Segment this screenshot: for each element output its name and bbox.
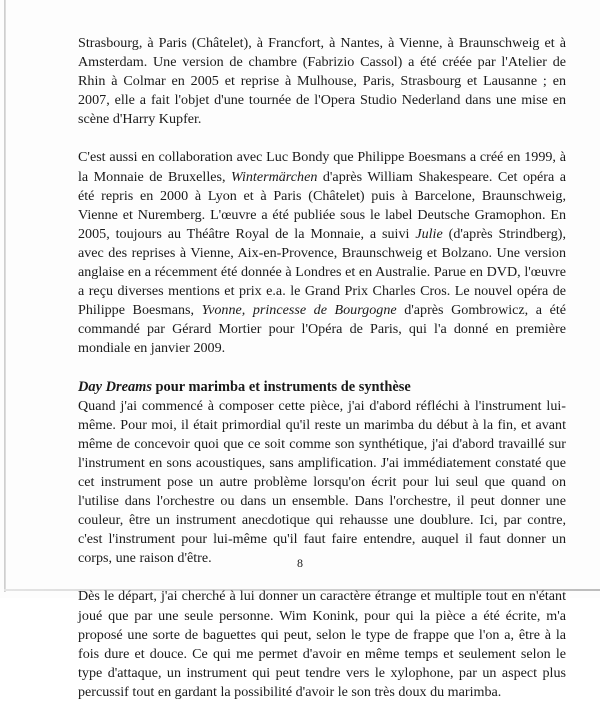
page-left-edge [4, 0, 6, 592]
text-run: d'après William Shakespeare. Cet opéra a été repris en 2000 à Lyon et à Paris (Châtelet) puis à Barcelone, Braunschweig, Vienne et Nuremberg. L'œuvre a été publiée sous le label Deutsche Gramophon. En 2005, toujours au Théâtre Royal de la Monnaie, a suivi [78, 169, 566, 242]
heading-subtitle: pour marimba et instruments de synthèse [152, 379, 411, 395]
section-heading [78, 378, 566, 397]
text-run: (d'après Strindberg), avec des reprises à Vienne, Aix-en-Provence, Braunschweig et Bolzano. Une version anglaise en a récemment été donnée à Londres et en Australie. Parue en DVD, l'œuvre a reçu diverses mentions et prix e.a. le Grand Prix Charles Cros. Le nouvel opéra de Philippe Boesmans, [78, 226, 566, 318]
section-day-dreams [78, 378, 566, 702]
work-title-wintermarchen: Wintermärchen [231, 169, 317, 185]
work-title-yvonne: Yvonne, princesse de Bourgogne [202, 302, 397, 318]
page-number: 8 [0, 556, 600, 571]
text-run: C'est aussi en collaboration avec Luc Bondy que Philippe Boesmans a créé en 1999, à la Monnaie de Bruxelles, [78, 149, 566, 184]
text-run: d'après Gombrowicz, a été commandé par Gérard Mortier pour l'Opéra de Paris, qui l'a donné en première mondiale en janvier 2009. [78, 302, 566, 356]
paragraph-character: Dès le départ, j'ai cherché à lui donner un caractère étrange et multiple tout en n'étant joué que par une seule personne. Wim Konink, pour qui la pièce a été écrite, m'a proposé une sorte de baguettes qui peut, selon le type de frappe que l'on a, être à la fois dure et douce. Ce qui me permet d'avoir en même temps et seulement selon le type d'attaque, un instrument qui peut tendre vers le xylophone, par un aspect plus percussif tout en gardant la possibilité d'avoir le son très doux du marimba. [78, 587, 566, 702]
paragraph-bondy-collaboration [78, 148, 566, 358]
paragraph-instrument: Quand j'ai commencé à composer cette pièce, j'ai d'abord réfléchi à l'instrument lui-même. Pour moi, il était primordial qu'il reste un marimba du début à la fin, et avant même de concevoir quoi que ce soit comme son synthétique, j'ai d'abord travaillé sur l'instrument en sons acoustiques, sans amplification. J'ai immédiatement constaté que cet instrument pose un autre problème lorsqu'on écrit pour lui seul que quand on l'utilise dans l'orchestre ou dans un ensemble. Dans l'orchestre, il peut donner une couleur, être un instrument anecdotique qui rehausse une doublure. Ici, par contre, c'est l'instrument pour lui-même qu'il faut faire entendre, auquel il faut donner un corps, une raison d'être. [78, 397, 566, 569]
work-title-julie: Julie [415, 226, 442, 242]
page-body [78, 34, 566, 702]
paragraph-premieres: Strasbourg, à Paris (Châtelet), à Francfort, à Nantes, à Vienne, à Braunschweig et à Amsterdam. Une version de chambre (Fabrizio Cassol) a été créée par l'Atelier de Rhin à Colmar en 2005 et reprise à Mulhouse, Paris, Strasbourg et Lausanne ; en 2007, elle a fait l'objet d'une tournée de l'Opera Studio Nederland dans une mise en scène d'Harry Kupfer. [78, 34, 566, 129]
heading-work-title: Day Dreams [78, 379, 152, 395]
